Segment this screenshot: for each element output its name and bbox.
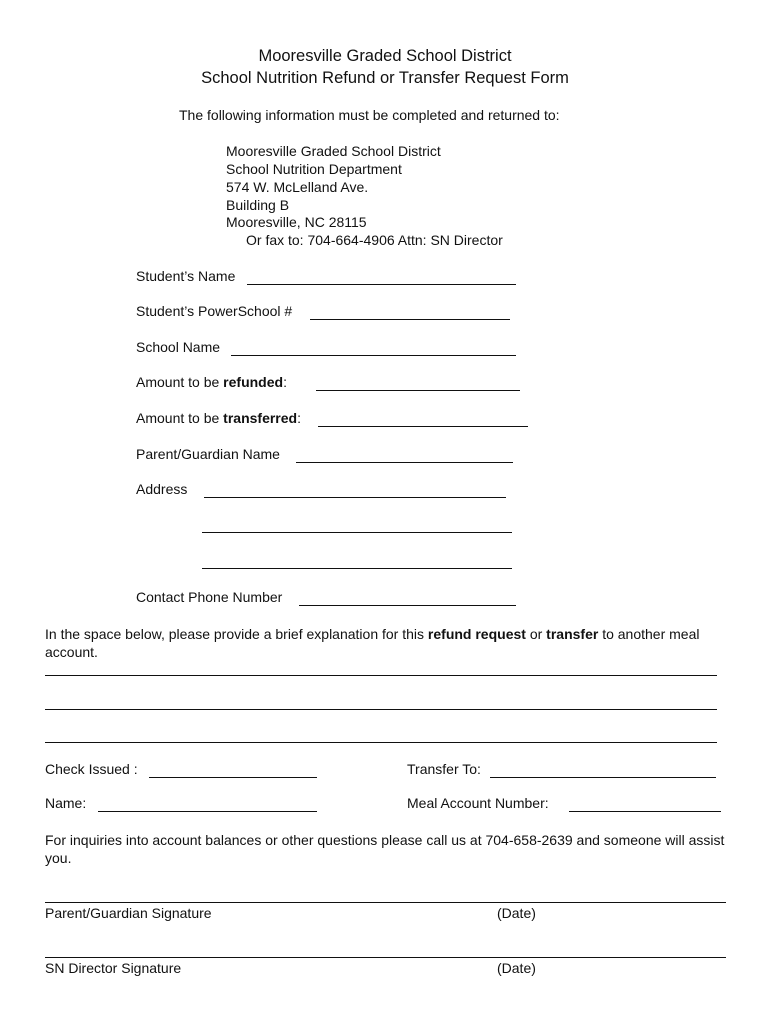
check-issued-label: Check Issued : [45, 761, 138, 777]
explanation-line-1[interactable] [45, 675, 717, 676]
director-date-label: (Date) [497, 960, 536, 976]
guardian-name-label: Parent/Guardian Name [136, 446, 280, 462]
guardian-signature-label: Parent/Guardian Signature [45, 905, 212, 921]
school-name-label: School Name [136, 339, 221, 355]
form-district-title: Mooresville Graded School District [258, 47, 512, 65]
powerschool-field[interactable] [310, 319, 510, 320]
name-label: Name: [45, 795, 87, 811]
address-line: Mooresville, NC 28115 [226, 214, 367, 230]
explanation-line-2[interactable] [45, 709, 717, 710]
address-field-line1[interactable] [204, 497, 506, 498]
transfer-amount-label: Amount to be transferred: [136, 410, 301, 426]
transfer-to-label: Transfer To: [407, 761, 481, 777]
form-title: School Nutrition Refund or Transfer Request Form [201, 69, 569, 87]
refund-amount-label: Amount to be refunded: [136, 374, 287, 390]
inquiry-text: For inquiries into account balances or other questions please call us at 704-658-2639 and someone will assist you. [45, 832, 725, 866]
meal-account-label: Meal Account Number: [407, 795, 549, 811]
address-line: 574 W. McLelland Ave. [226, 179, 369, 195]
guardian-signature-line[interactable] [45, 902, 726, 903]
fax-line: Or fax to: 704-664-4906 Attn: SN Director [246, 232, 503, 248]
refund-amount-field[interactable] [316, 390, 520, 391]
director-signature-line[interactable] [45, 957, 726, 958]
transfer-to-field[interactable] [490, 777, 716, 778]
explanation-instruction: In the space below, please provide a brief explanation for this refund request or transfer to another meal account. [45, 626, 700, 660]
address-label: Address [136, 481, 188, 497]
guardian-name-field[interactable] [296, 462, 513, 463]
phone-label: Contact Phone Number [136, 589, 283, 605]
address-line: School Nutrition Department [226, 161, 402, 177]
phone-field[interactable] [299, 605, 516, 606]
meal-account-field[interactable] [569, 811, 721, 812]
transfer-amount-field[interactable] [318, 426, 528, 427]
director-signature-label: SN Director Signature [45, 960, 182, 976]
explanation-line-3[interactable] [45, 742, 717, 743]
powerschool-label: Student’s PowerSchool # [136, 303, 293, 319]
address-line: Mooresville Graded School District [226, 143, 441, 159]
student-name-field[interactable] [247, 284, 516, 285]
address-field-line3[interactable] [202, 568, 512, 569]
check-issued-field[interactable] [149, 777, 317, 778]
address-field-line2[interactable] [202, 532, 512, 533]
student-name-label: Student’s Name [136, 268, 236, 284]
instruction-text: The following information must be completed and returned to: [179, 107, 560, 123]
guardian-date-label: (Date) [497, 905, 536, 921]
name-field[interactable] [98, 811, 317, 812]
address-line: Building B [226, 197, 290, 213]
school-name-field[interactable] [231, 355, 516, 356]
